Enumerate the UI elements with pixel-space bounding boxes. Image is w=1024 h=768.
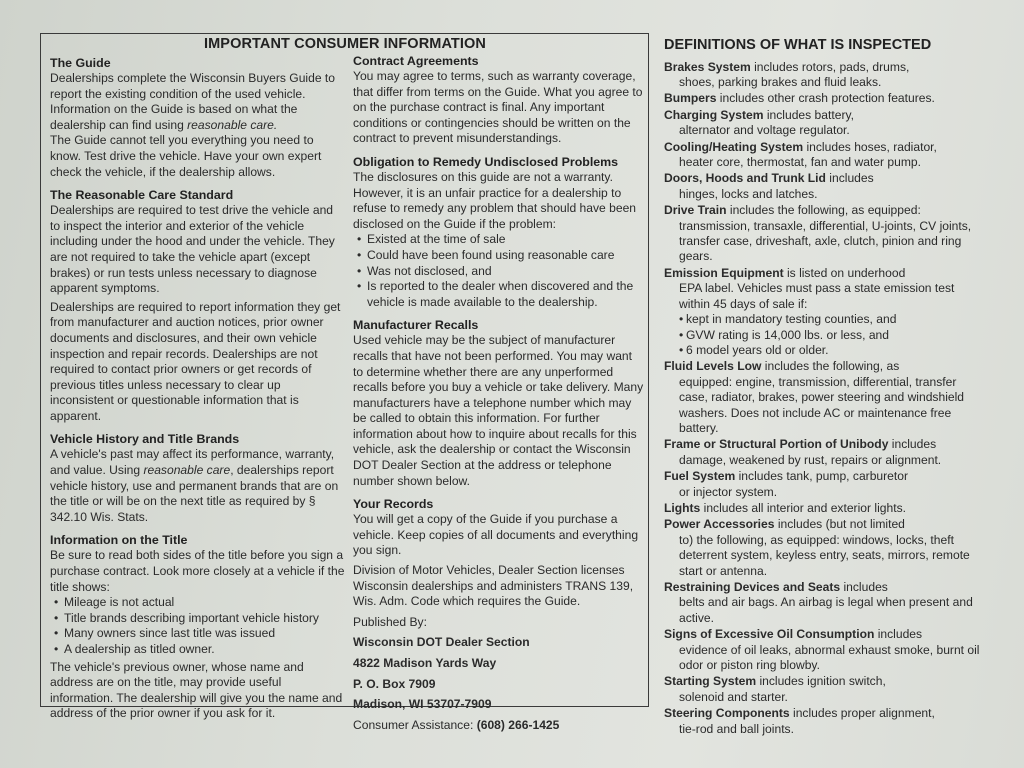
definition-continuation: belts and air bags. An airbag is legal when present and active. — [679, 595, 973, 625]
section-text: You may agree to terms, such as warranty coverage, that differ from terms on the Guide. What you agree to on the purchase contract is final. Any important conditions or contingencies should be written on the contract to prevent misunderstandings. — [353, 69, 643, 146]
section-heading: Manufacturer Recalls — [353, 318, 479, 333]
section-heading: The Guide — [50, 56, 111, 70]
address-line: Madison, WI 53707-7909 — [353, 697, 492, 712]
list-item: • Mileage is not actual — [50, 595, 345, 611]
definition-term: Cooling/Heating System — [664, 139, 804, 154]
box-title: IMPORTANT CONSUMER INFORMATION — [204, 36, 486, 52]
definition-item — [664, 501, 984, 516]
list-item: • Existed at the time of sale — [353, 232, 645, 248]
section-text: You will get a copy of the Guide if you purchase a vehicle. Keep copies of all documents and everything you sign. — [353, 512, 639, 558]
section-vehicle-history — [50, 431, 345, 525]
definition-term: Frame or Structural Portion of Unibody — [664, 437, 889, 452]
definition-term: Doors, Hoods and Trunk Lid — [664, 171, 826, 186]
definition-term: Lights — [664, 500, 701, 515]
section-heading: Vehicle History and Title Brands — [50, 432, 240, 447]
definition-item — [664, 266, 984, 358]
column-left — [50, 55, 345, 729]
section-text: Dealerships are required to report information they get from manufacturer and auction notices, prior owner documents and disclosures, and their own vehicle inspection and repair records. Dealerships are not required to contact prior owners or get records of previous titles unless necessary to clear up inconsistent or questionable information that is apparent. — [50, 299, 341, 423]
address-line: 4822 Madison Yards Way — [353, 656, 497, 670]
definition-item — [664, 580, 984, 626]
definition-item — [664, 203, 984, 265]
definition-continuation: or injector system. — [679, 484, 778, 499]
definitions-list — [664, 60, 984, 737]
section-text: Division of Motor Vehicles, Dealer Section licenses Wisconsin dealerships and administers TRANS 139, Wis. Adm. Code which requires the Guide. — [353, 563, 634, 609]
definition-item — [664, 706, 984, 737]
definition-text: includes tank, pump, carburetor — [735, 469, 909, 484]
consumer-assistance — [353, 718, 645, 734]
text-run: Dealerships complete the Wisconsin Buyers Guide to report the existing condition of the used vehicle. Information on the Guide is based on what the dealership can find using — [50, 71, 336, 132]
list-item: • GVW rating is 14,000 lbs. or less, and — [664, 328, 984, 343]
definition-text: includes ignition switch, — [756, 674, 886, 689]
definition-text: includes (but not limited — [774, 517, 905, 532]
text-run: , dealerships report vehicle history, use and permanent brands that are on the title or will be on the next title as required by § 342.10 Wis. Stats. — [50, 463, 339, 524]
section-text: Dealerships are required to test drive the vehicle and to inspect the interior and exterior of the vehicle including under the hood and under the vehicle. They are not required to take the vehicle apart (except brakes) or run tests unless necessary to diagnose apparent symptoms. — [50, 203, 335, 296]
definition-text: is listed on underhood — [783, 265, 906, 280]
list-item: • Many owners since last title was issued — [50, 626, 345, 642]
definition-continuation: transmission, transaxle, differential, U-joints, CV joints, transfer case, driveshaft, axle, clutch, pinion and ring gears. — [679, 218, 972, 264]
definition-term: Bumpers — [664, 91, 717, 106]
list-item: • Was not disclosed, and — [353, 264, 645, 280]
definition-item — [664, 437, 984, 468]
consumer-phone: (608) 266-1425 — [476, 717, 560, 732]
definition-text: includes rotors, pads, drums, — [750, 59, 910, 74]
section-obligation — [353, 154, 645, 310]
definition-term: Emission Equipment — [664, 265, 784, 280]
definition-continuation: to) the following, as equipped: windows, locks, theft deterrent system, keyless entry, seats, mirrors, remote start or antenna. — [679, 532, 970, 578]
section-text — [50, 447, 345, 525]
definition-term: Starting System — [664, 674, 757, 689]
section-text: The Guide cannot tell you everything you need to know. Test drive the vehicle. Have your own expert check the vehicle, if the dealership allows. — [50, 133, 322, 179]
definition-text: includes — [840, 580, 888, 594]
definition-text: includes the following, as — [761, 359, 900, 374]
definition-term: Brakes System — [664, 59, 751, 74]
definition-text: includes — [888, 437, 937, 452]
definition-continuation: tie-rod and ball joints. — [679, 721, 794, 736]
section-title-info — [50, 532, 345, 722]
bullet-list — [664, 312, 984, 358]
definition-item — [664, 469, 984, 500]
definition-continuation: alternator and voltage regulator. — [679, 123, 850, 138]
definition-item — [664, 171, 984, 202]
section-the-guide — [50, 55, 345, 180]
column-definitions — [664, 38, 984, 738]
definition-continuation: evidence of oil leaks, abnormal exhaust smoke, burnt oil odor or piston ring blowby. — [679, 642, 980, 673]
list-item: • Could have been found using reasonable care — [353, 248, 645, 264]
section-your-records — [353, 496, 645, 733]
section-contract — [353, 53, 645, 147]
definition-term: Steering Components — [664, 706, 790, 721]
section-heading: Information on the Title — [50, 533, 188, 548]
definition-item — [664, 359, 984, 436]
list-item: • A dealership as titled owner. — [50, 642, 345, 658]
definition-text: includes the following, as equipped: — [726, 203, 921, 218]
bullet-list — [50, 595, 345, 657]
definition-term: Charging System — [664, 107, 764, 122]
definition-term: Restraining Devices and Seats — [664, 580, 841, 594]
list-item: • kept in mandatory testing counties, and — [664, 312, 984, 327]
section-heading: Contract Agreements — [353, 54, 479, 68]
column-middle — [353, 53, 645, 740]
definition-term: Drive Train — [664, 203, 727, 218]
emphasis-text: reasonable care. — [187, 117, 278, 132]
section-text — [50, 71, 345, 133]
definition-text: includes — [874, 627, 923, 642]
section-heading: The Reasonable Care Standard — [50, 188, 234, 203]
definitions-title: DEFINITIONS OF WHAT IS INSPECTED — [664, 37, 932, 53]
definition-text: includes battery, — [763, 107, 854, 122]
definition-text: includes other crash protection features. — [716, 91, 935, 106]
section-text: The vehicle's previous owner, whose name and address are on the title, may provide useful information. The dealership will give you the name and address of the prior owner if you ask for it. — [50, 659, 343, 721]
address-line: Wisconsin DOT Dealer Section — [353, 635, 530, 650]
definition-continuation: hinges, locks and latches. — [679, 186, 818, 201]
definition-item — [664, 60, 984, 91]
definition-item — [664, 674, 984, 705]
definition-text: includes hoses, radiator, — [803, 139, 937, 154]
dealer-address — [353, 635, 645, 712]
list-item: • Title brands describing important vehicle history — [50, 611, 345, 627]
section-heading: Your Records — [353, 497, 434, 512]
definition-item — [664, 517, 984, 579]
definition-item — [664, 627, 984, 673]
section-text: Be sure to read both sides of the title before you sign a purchase contract. Look more closely at a vehicle if the title shows: — [50, 548, 345, 594]
definition-term: Signs of Excessive Oil Consumption — [664, 627, 875, 642]
section-recalls — [353, 317, 645, 489]
definition-item — [664, 91, 984, 106]
section-reasonable-care — [50, 187, 345, 424]
definition-continuation: equipped: engine, transmission, differential, transfer case, radiator, brakes, power steering and windshield washers. Does not include AC or maintenance free battery. — [679, 374, 965, 435]
definition-item — [664, 108, 984, 139]
emphasis-text: reasonable care — [143, 463, 231, 478]
definition-text: includes proper alignment, — [789, 706, 935, 721]
published-by-label: Published By: — [353, 614, 427, 629]
list-item: • Is reported to the dealer when discovered and the vehicle is made available to the dealership. — [353, 279, 645, 310]
definition-item — [664, 140, 984, 171]
text-run: A vehicle's past may affect its performance, warranty, and value. Using — [50, 447, 335, 478]
definition-continuation: heater core, thermostat, fan and water pump. — [679, 155, 922, 170]
definition-continuation: solenoid and starter. — [679, 689, 788, 704]
section-heading: Obligation to Remedy Undisclosed Problems — [353, 154, 619, 169]
definition-continuation: damage, weakened by rust, repairs or alignment. — [679, 452, 942, 467]
address-line: P. O. Box 7909 — [353, 676, 436, 691]
bullet-list — [353, 232, 645, 310]
definition-term: Fluid Levels Low — [664, 359, 762, 374]
consumer-label: Consumer Assistance: — [353, 717, 477, 732]
section-text: Used vehicle may be the subject of manufacturer recalls that have not been performed. You may want to determine whether there are any unperformed recalls before you buy a vehicle or take delivery. Many manufacturers have a telephone number which may be called to obtain this information. For further information about how to inquire about recalls for this vehicle, ask the dealership or contact the Wisconsin DOT Dealer Section at the address or telephone number shown below. — [353, 333, 644, 488]
definition-term: Fuel System — [664, 469, 736, 484]
section-text: The disclosures on this guide are not a warranty. However, it is an unfair practice for a dealership to refuse to remedy any problem that should have been disclosed on the Guide if the problem: — [353, 169, 637, 231]
definition-text: includes — [825, 171, 874, 186]
list-item: • 6 model years old or older. — [664, 343, 984, 358]
definition-continuation: shoes, parking brakes and fluid leaks. — [679, 75, 882, 89]
definition-continuation: EPA label. Vehicles must pass a state emission test within 45 days of sale if: — [679, 281, 955, 311]
definition-text: includes all interior and exterior lights. — [700, 500, 906, 515]
definition-term: Power Accessories — [664, 517, 775, 532]
